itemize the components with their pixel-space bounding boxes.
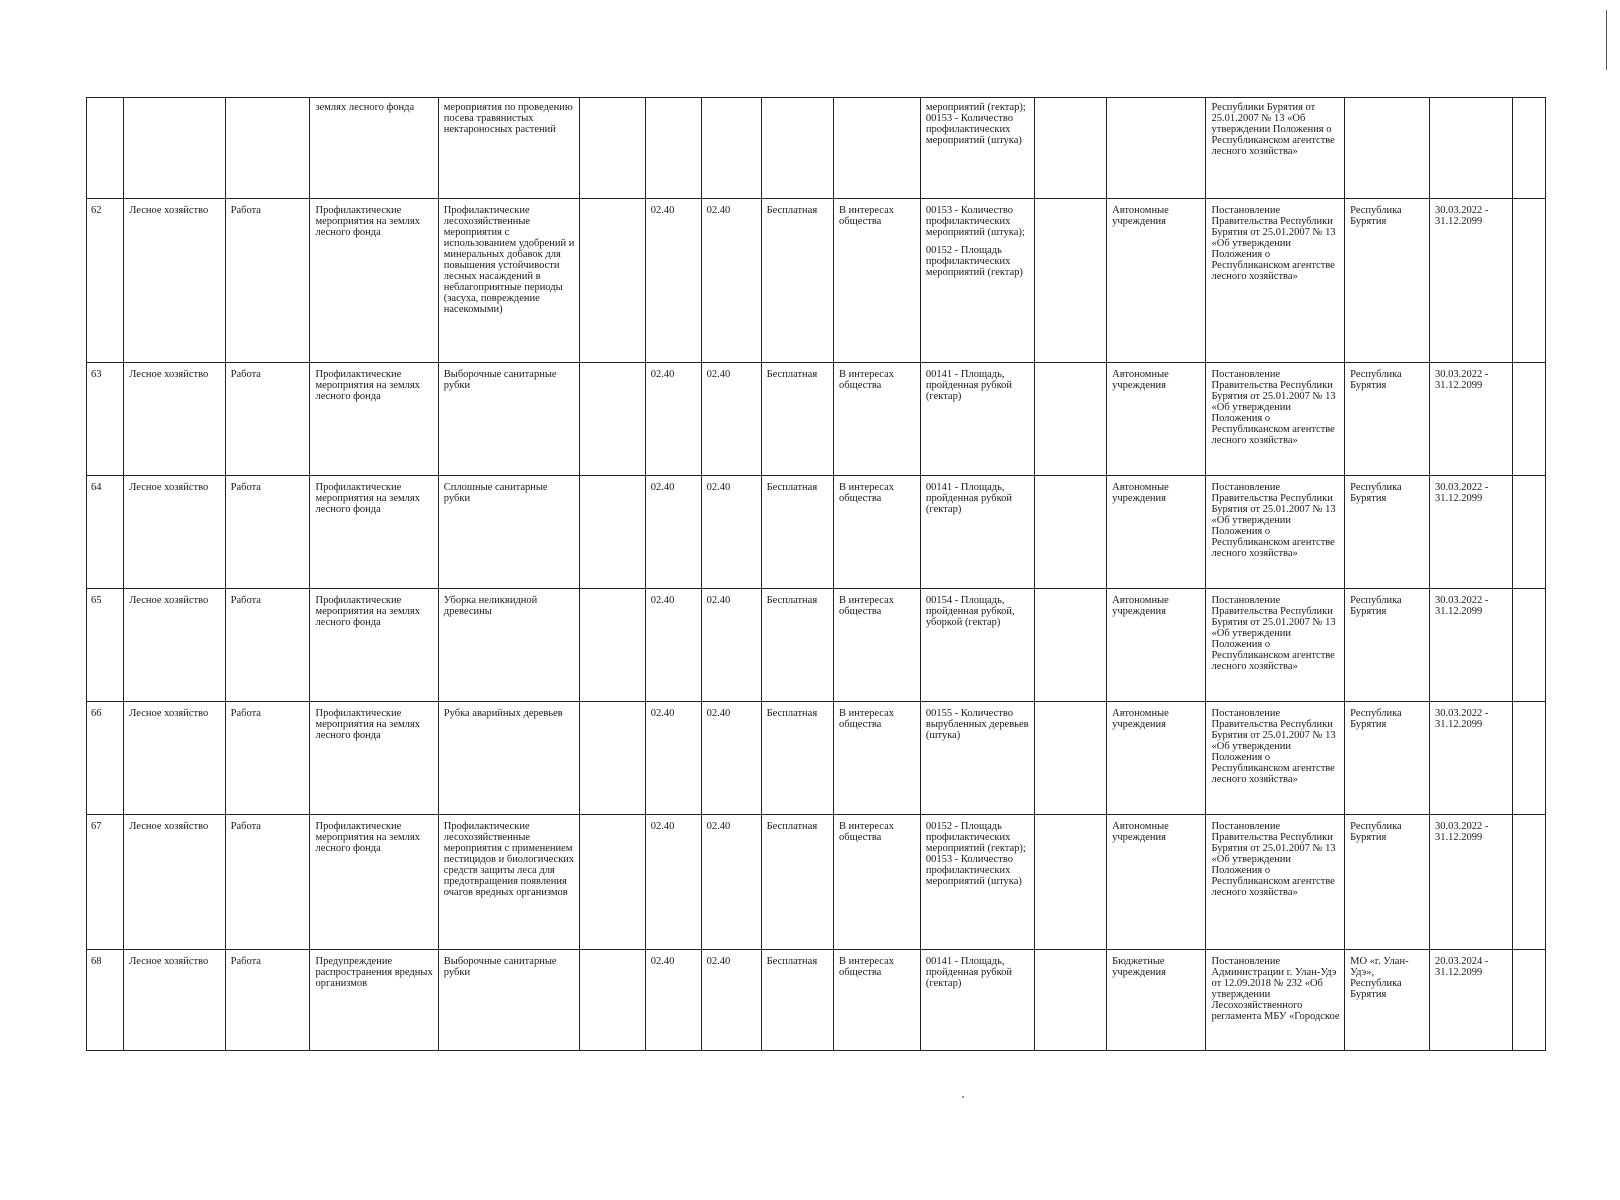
empty-cell bbox=[1034, 476, 1106, 589]
institutions-cell: Автономные учреждения bbox=[1107, 199, 1206, 363]
row-number: 68 bbox=[87, 950, 124, 1051]
level-cell: МО «г. Улан-Удэ», Республика Бурятия bbox=[1345, 950, 1430, 1051]
indicators-cell bbox=[920, 476, 1034, 589]
type-cell: Работа bbox=[225, 363, 310, 476]
empty-cell bbox=[1512, 815, 1545, 950]
row-number: 66 bbox=[87, 702, 124, 815]
indicators-cell bbox=[920, 815, 1034, 950]
empty-cell bbox=[1034, 363, 1106, 476]
type-cell bbox=[225, 98, 310, 199]
payment-cell: Бесплатная bbox=[761, 950, 833, 1051]
content-cell: Сплошные санитарные рубки bbox=[438, 476, 579, 589]
indicator-text: 00153 - Количество профилактических мероприятий (штука); bbox=[925, 205, 1025, 238]
institutions-cell bbox=[1107, 98, 1206, 199]
content-cell: Уборка неликвидной древесины bbox=[438, 589, 579, 702]
code-cell: 02.40 bbox=[701, 950, 761, 1051]
interest-cell: В интересах общества bbox=[834, 589, 921, 702]
empty-cell bbox=[579, 702, 645, 815]
row-number: 67 bbox=[87, 815, 124, 950]
indicators-cell bbox=[920, 98, 1034, 199]
period-cell: 20.03.2024 - 31.12.2099 bbox=[1429, 950, 1512, 1051]
payment-cell: Бесплатная bbox=[761, 199, 833, 363]
type-cell: Работа bbox=[225, 702, 310, 815]
level-cell: Республика Бурятия bbox=[1345, 702, 1430, 815]
empty-cell bbox=[1512, 363, 1545, 476]
level-cell: Республика Бурятия bbox=[1345, 815, 1430, 950]
level-cell: Республика Бурятия bbox=[1345, 589, 1430, 702]
empty-cell bbox=[1034, 199, 1106, 363]
code-cell: 02.40 bbox=[701, 589, 761, 702]
interest-cell: В интересах общества bbox=[834, 363, 921, 476]
period-cell: 30.03.2022 - 31.12.2099 bbox=[1429, 589, 1512, 702]
content-cell: мероприятия по проведению посева травянистых нектароносных растений bbox=[438, 98, 579, 199]
row-number bbox=[87, 98, 124, 199]
code-cell: 02.40 bbox=[701, 815, 761, 950]
activity-cell: Профилактические мероприятия на землях лесного фонда bbox=[310, 815, 438, 950]
activity-cell: Предупреждение распространения вредных организмов bbox=[310, 950, 438, 1051]
level-cell: Республика Бурятия bbox=[1345, 199, 1430, 363]
code-cell: 02.40 bbox=[701, 476, 761, 589]
level-cell bbox=[1345, 98, 1430, 199]
table-row bbox=[87, 363, 1546, 476]
payment-cell: Бесплатная bbox=[761, 589, 833, 702]
content-cell: Рубка аварийных деревьев bbox=[438, 702, 579, 815]
indicator-text: 00154 - Площадь, пройденная рубкой, уборкой (гектар) bbox=[925, 595, 1015, 628]
interest-cell: В интересах общества bbox=[834, 199, 921, 363]
row-number: 63 bbox=[87, 363, 124, 476]
indicator-text: 00152 - Площадь профилактических мероприятий (гектар); 00153 - Количество профилактических мероприятий (штука) bbox=[925, 821, 1026, 887]
legal-basis-cell: Постановление Правительства Республики Бурятия от 25.01.2007 № 13 «Об утверждении Положения о Республиканском агентстве лесного хозяйства» bbox=[1206, 815, 1345, 950]
sector-cell bbox=[124, 98, 225, 199]
legal-basis-cell: Постановление Правительства Республики Бурятия от 25.01.2007 № 13 «Об утверждении Положения о Республиканском агентстве лесного хозяйства» bbox=[1206, 702, 1345, 815]
empty-cell bbox=[579, 950, 645, 1051]
legal-basis-cell: Постановление Правительства Республики Бурятия от 25.01.2007 № 13 «Об утверждении Положения о Республиканском агентстве лесного хозяйства» bbox=[1206, 363, 1345, 476]
indicators-cell bbox=[920, 950, 1034, 1051]
empty-cell bbox=[1512, 199, 1545, 363]
interest-cell: В интересах общества bbox=[834, 702, 921, 815]
content-cell: Профилактические лесохозяйственные мероприятия с использованием удобрений и минеральных добавок для повышения устойчивости лесных насаждений в неблагоприятные периоды (засуха, повреждение насекомыми) bbox=[438, 199, 579, 363]
code-cell: 02.40 bbox=[645, 702, 701, 815]
empty-cell bbox=[1034, 815, 1106, 950]
sector-cell: Лесное хозяйство bbox=[124, 950, 225, 1051]
sector-cell: Лесное хозяйство bbox=[124, 702, 225, 815]
payment-cell bbox=[761, 98, 833, 199]
sector-cell: Лесное хозяйство bbox=[124, 199, 225, 363]
empty-cell bbox=[1034, 702, 1106, 815]
institutions-cell: Автономные учреждения bbox=[1107, 702, 1206, 815]
legal-basis-cell: Постановление Правительства Республики Бурятия от 25.01.2007 № 13 «Об утверждении Положения о Республиканском агентстве лесного хозяйства» bbox=[1206, 476, 1345, 589]
indicators-cell bbox=[920, 702, 1034, 815]
code-cell: 02.40 bbox=[645, 950, 701, 1051]
row-number: 65 bbox=[87, 589, 124, 702]
code-cell: 02.40 bbox=[701, 199, 761, 363]
interest-cell: В интересах общества bbox=[834, 476, 921, 589]
period-cell bbox=[1429, 98, 1512, 199]
table-row bbox=[87, 950, 1546, 1051]
institutions-cell: Автономные учреждения bbox=[1107, 815, 1206, 950]
period-cell: 30.03.2022 - 31.12.2099 bbox=[1429, 199, 1512, 363]
registry-body bbox=[87, 98, 1546, 1051]
institutions-cell: Бюджетные учреждения bbox=[1107, 950, 1206, 1051]
institutions-cell: Автономные учреждения bbox=[1107, 589, 1206, 702]
empty-cell bbox=[1034, 950, 1106, 1051]
sector-cell: Лесное хозяйство bbox=[124, 363, 225, 476]
period-cell: 30.03.2022 - 31.12.2099 bbox=[1429, 363, 1512, 476]
empty-cell bbox=[579, 98, 645, 199]
table-row bbox=[87, 98, 1546, 199]
content-cell: Профилактические лесохозяйственные мероприятия с применением пестицидов и биологических средств защиты леса для предотвращения появления очагов вредных организмов bbox=[438, 815, 579, 950]
content-cell: Выборочные санитарные рубки bbox=[438, 363, 579, 476]
table-row bbox=[87, 815, 1546, 950]
activity-cell: Профилактические мероприятия на землях лесного фонда bbox=[310, 363, 438, 476]
code-cell: 02.40 bbox=[701, 363, 761, 476]
content-cell: Выборочные санитарные рубки bbox=[438, 950, 579, 1051]
sector-cell: Лесное хозяйство bbox=[124, 476, 225, 589]
scan-edge-mark bbox=[1606, 10, 1607, 70]
indicator-text: 00152 - Площадь профилактических мероприятий (гектар) bbox=[925, 245, 1023, 278]
empty-cell bbox=[1512, 589, 1545, 702]
activity-cell: Профилактические мероприятия на землях лесного фонда bbox=[310, 589, 438, 702]
code-cell: 02.40 bbox=[645, 363, 701, 476]
legal-basis-cell: Республики Бурятия от 25.01.2007 № 13 «Об утверждении Положения о Республиканском агентстве лесного хозяйства» bbox=[1206, 98, 1345, 199]
empty-cell bbox=[1034, 589, 1106, 702]
activity-cell: Профилактические мероприятия на землях лесного фонда bbox=[310, 476, 438, 589]
legal-basis-cell: Постановление Правительства Республики Бурятия от 25.01.2007 № 13 «Об утверждении Положения о Республиканском агентстве лесного хозяйства» bbox=[1206, 199, 1345, 363]
empty-cell bbox=[1512, 950, 1545, 1051]
activity-cell: землях лесного фонда bbox=[310, 98, 438, 199]
level-cell: Республика Бурятия bbox=[1345, 363, 1430, 476]
indicators-cell bbox=[920, 589, 1034, 702]
indicator-text: 00155 - Количество вырубленных деревьев (штука) bbox=[925, 708, 1029, 741]
indicators-cell bbox=[920, 199, 1034, 363]
type-cell: Работа bbox=[225, 589, 310, 702]
indicator-text: 00141 - Площадь, пройденная рубкой (гектар) bbox=[925, 482, 1013, 515]
indicators-cell bbox=[920, 363, 1034, 476]
type-cell: Работа bbox=[225, 476, 310, 589]
empty-cell bbox=[1512, 476, 1545, 589]
sector-cell: Лесное хозяйство bbox=[124, 589, 225, 702]
empty-cell bbox=[579, 199, 645, 363]
code-cell: 02.40 bbox=[645, 589, 701, 702]
period-cell: 30.03.2022 - 31.12.2099 bbox=[1429, 476, 1512, 589]
period-cell: 30.03.2022 - 31.12.2099 bbox=[1429, 702, 1512, 815]
code-cell: 02.40 bbox=[645, 476, 701, 589]
institutions-cell: Автономные учреждения bbox=[1107, 476, 1206, 589]
period-cell: 30.03.2022 - 31.12.2099 bbox=[1429, 815, 1512, 950]
code-cell: 02.40 bbox=[645, 815, 701, 950]
level-cell: Республика Бурятия bbox=[1345, 476, 1430, 589]
table-row bbox=[87, 589, 1546, 702]
payment-cell: Бесплатная bbox=[761, 702, 833, 815]
type-cell: Работа bbox=[225, 199, 310, 363]
indicator-text: мероприятий (гектар); 00153 - Количество профилактических мероприятий (штука) bbox=[925, 102, 1026, 146]
interest-cell bbox=[834, 98, 921, 199]
empty-cell bbox=[1034, 98, 1106, 199]
empty-cell bbox=[579, 363, 645, 476]
empty-cell bbox=[1512, 702, 1545, 815]
empty-cell bbox=[579, 815, 645, 950]
type-cell: Работа bbox=[225, 815, 310, 950]
empty-cell bbox=[1512, 98, 1545, 199]
sector-cell: Лесное хозяйство bbox=[124, 815, 225, 950]
activity-cell: Профилактические мероприятия на землях лесного фонда bbox=[310, 702, 438, 815]
code-cell bbox=[701, 98, 761, 199]
table-row bbox=[87, 702, 1546, 815]
table-row bbox=[87, 199, 1546, 363]
row-number: 64 bbox=[87, 476, 124, 589]
code-cell: 02.40 bbox=[645, 199, 701, 363]
scan-speck bbox=[962, 1096, 964, 1098]
legal-basis-cell: Постановление Правительства Республики Бурятия от 25.01.2007 № 13 «Об утверждении Положения о Республиканском агентстве лесного хозяйства» bbox=[1206, 589, 1345, 702]
type-cell: Работа bbox=[225, 950, 310, 1051]
indicator-text: 00141 - Площадь, пройденная рубкой (гектар) bbox=[925, 369, 1013, 402]
activity-cell: Профилактические мероприятия на землях лесного фонда bbox=[310, 199, 438, 363]
payment-cell: Бесплатная bbox=[761, 476, 833, 589]
payment-cell: Бесплатная bbox=[761, 815, 833, 950]
empty-cell bbox=[579, 476, 645, 589]
legal-basis-cell: Постановление Администрации г. Улан-Удэ от 12.09.2018 № 232 «Об утверждении Лесохозяйственного регламента МБУ «Городское bbox=[1206, 950, 1345, 1051]
institutions-cell: Автономные учреждения bbox=[1107, 363, 1206, 476]
indicator-text: 00141 - Площадь, пройденная рубкой (гектар) bbox=[925, 956, 1013, 989]
row-number: 62 bbox=[87, 199, 124, 363]
code-cell bbox=[645, 98, 701, 199]
table-row bbox=[87, 476, 1546, 589]
interest-cell: В интересах общества bbox=[834, 950, 921, 1051]
services-registry-table bbox=[86, 97, 1546, 1051]
code-cell: 02.40 bbox=[701, 702, 761, 815]
payment-cell: Бесплатная bbox=[761, 363, 833, 476]
interest-cell: В интересах общества bbox=[834, 815, 921, 950]
empty-cell bbox=[579, 589, 645, 702]
